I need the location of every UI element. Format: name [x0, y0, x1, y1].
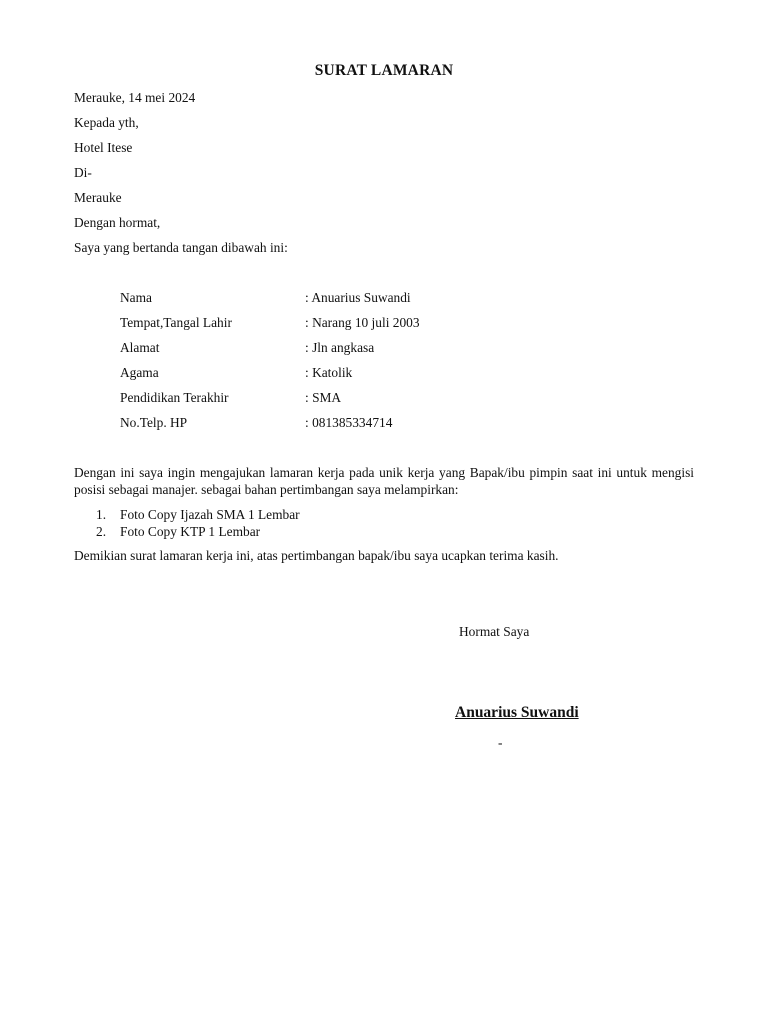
list-number: 1. — [96, 507, 107, 522]
recipient-line: Merauke — [74, 190, 122, 205]
signature-name: Anuarius Suwandi — [455, 704, 579, 721]
detail-value: : SMA — [305, 390, 342, 405]
letter-title: SURAT LAMARAN — [314, 62, 454, 79]
detail-value: : Jln angkasa — [305, 340, 375, 355]
recipient-line: Hotel Itese — [74, 140, 133, 155]
list-item: Foto Copy Ijazah SMA 1 Lembar — [120, 507, 300, 522]
detail-label: Pendidikan Terakhir — [120, 390, 229, 405]
detail-value: : Narang 10 juli 2003 — [305, 315, 420, 330]
detail-label: Tempat,Tangal Lahir — [120, 315, 232, 330]
sign-off: Hormat Saya — [459, 624, 530, 639]
detail-value: : Katolik — [305, 365, 353, 380]
detail-value: : 081385334714 — [305, 415, 393, 430]
list-item: Foto Copy KTP 1 Lembar — [120, 524, 261, 539]
detail-label: Agama — [120, 365, 159, 380]
detail-label: Nama — [120, 290, 152, 305]
recipient-line: Kepada yth, — [74, 115, 139, 130]
detail-label: Alamat — [120, 340, 160, 355]
greeting: Dengan hormat, — [74, 215, 161, 230]
intro-line: Saya yang bertanda tangan dibawah ini: — [74, 240, 288, 255]
detail-value: : Anuarius Suwandi — [305, 290, 411, 305]
closing-line: Demikian surat lamaran kerja ini, atas pertimbangan bapak/ibu saya ucapkan terima kasih. — [74, 548, 559, 563]
trailing-mark: - — [498, 735, 503, 750]
body-paragraph: Dengan ini saya ingin mengajukan lamaran kerja pada unik kerja yang Bapak/ibu pimpin saat ini untuk mengisi posisi sebagai manajer. sebagai bahan pertimbangan saya melampirkan: — [74, 465, 694, 497]
detail-label: No.Telp. HP — [120, 415, 188, 430]
recipient-line: Di- — [74, 165, 92, 180]
list-number: 2. — [96, 524, 107, 539]
date-line: Merauke, 14 mei 2024 — [74, 90, 196, 105]
